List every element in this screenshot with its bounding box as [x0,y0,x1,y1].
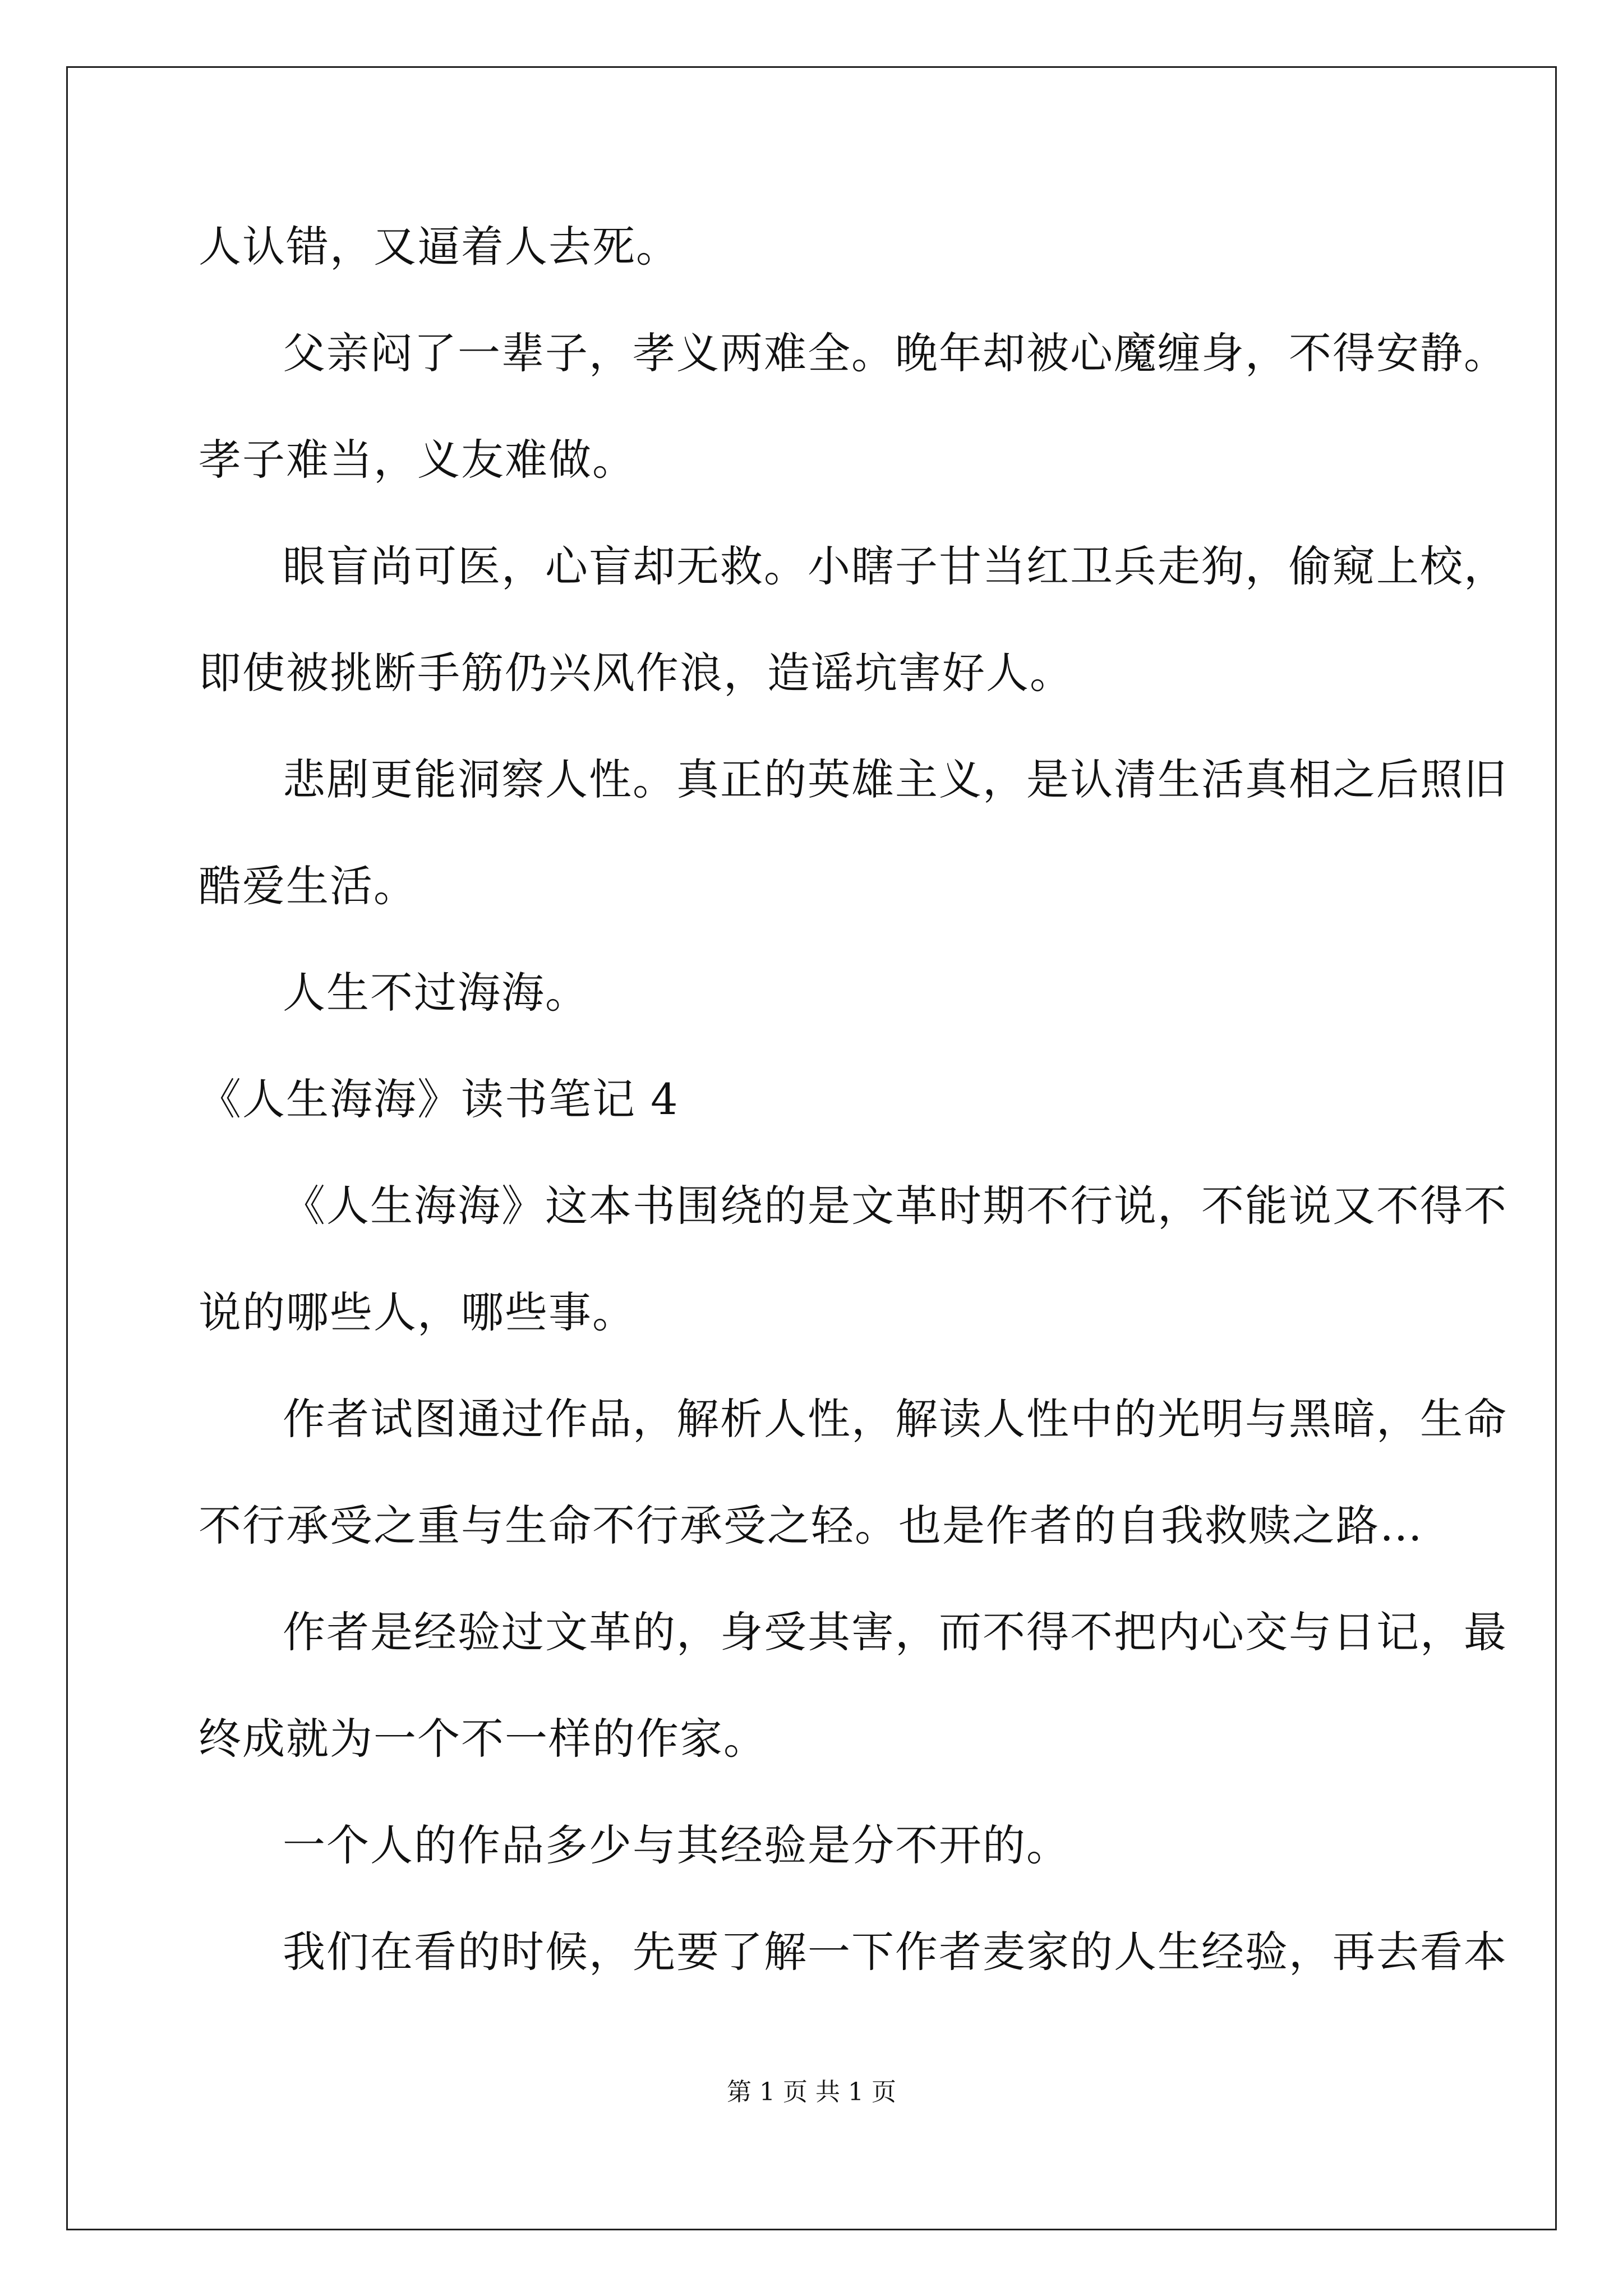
text-line: 酷爱生活。 [199,861,417,911]
page-footer: 第 1 页 共 1 页 [727,2078,896,2106]
text-line: 不行承受之重与生命不行承受之轻。也是作者的自我救赎之路… [199,1501,1423,1550]
text-line: 即使被挑断手筋仍兴风作浪，造谣坑害好人。 [199,648,1073,698]
text-line: 说的哪些人，哪些事。 [199,1287,636,1337]
text-line: 作者是经验过文革的，身受其害，而不得不把内心交与日记，最 [283,1607,1507,1657]
text-line: 《人生海海》这本书围绕的是文革时期不行说，不能说又不得不 [283,1181,1507,1231]
page-border [66,66,1557,2230]
text-line: 眼盲尚可医，心盲却无救。小瞎子甘当红卫兵走狗，偷窥上校， [283,541,1507,591]
text-line: 作者试图通过作品，解析人性，解读人性中的光明与黑暗，生命 [283,1394,1507,1444]
text-line: 人生不过海海。 [283,968,589,1018]
text-line: 悲剧更能洞察人性。真正的英雄主义，是认清生活真相之后照旧 [283,754,1507,804]
text-line: 一个人的作品多少与其经验是分不开的。 [283,1820,1070,1870]
text-line: 人认错，又逼着人去死。 [199,222,680,272]
text-line: 父亲闷了一辈子，孝义两难全。晚年却被心魔缠身，不得安静。 [283,328,1507,378]
text-line: 终成就为一个不一样的作家。 [199,1714,767,1764]
text-line: 我们在看的时候，先要了解一下作者麦家的人生经验，再去看本 [283,1927,1507,1977]
section-heading: 《人生海海》读书笔记 4 [199,1074,679,1124]
text-line: 孝子难当，义友难做。 [199,435,636,485]
